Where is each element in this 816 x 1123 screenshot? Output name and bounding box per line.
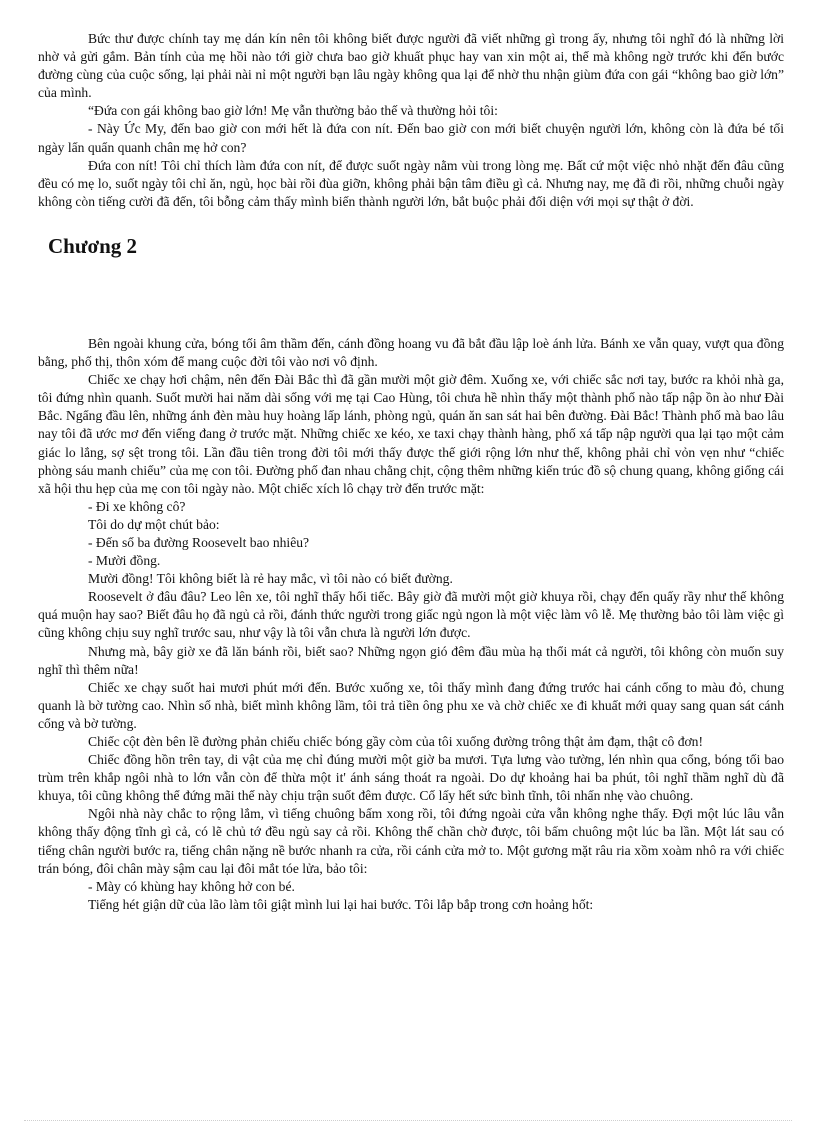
chapter-heading: Chương 2 — [48, 233, 138, 258]
paragraph: Chiếc xe chạy suốt hai mươi phút mới đến. Bước xuống xe, tôi thấy mình đang đứng trước hai cánh cổng to màu đỏ, chung quanh là bờ tường cao. Nhìn số nhà, biết mình không lầm, tôi trả tiền ông phu xe và chờ chiếc xe đi khuất mới quay sang quan sát cánh cổng và bờ tường. — [38, 679, 784, 731]
dialogue-line: - Này Ức My, đến bao giờ con mới hết là đứa con nít. Đến bao giờ con mới biết chuyện người lớn, không còn là đứa bé tối ngày lẩn quẩn quanh chân mẹ hở con? — [38, 121, 784, 155]
paragraph: Chiếc đồng hồn trên tay, di vật của mẹ chỉ đúng mười một giờ ba mươi. Tựa lưng vào tường, lén nhìn qua cổng, bóng tối bao trùm trên khắp ngôi nhà to lớn vẫn còn để thừa một it' ánh sáng thoát ra ngoài. Do dự khoảng hai ba phút, tôi nghĩ thầm nghĩ dù đã khuya, tôi cũng không thể đứng mãi thế này chịu trận suốt đêm được. Cố lấy hết sức bình tĩnh, tôi nhấn nhẹ vào chuông. — [38, 752, 784, 804]
dialogue-line: - Đi xe không cô? — [88, 498, 186, 514]
document-page — [38, 30, 784, 914]
paragraph: Bên ngoài khung cửa, bóng tối âm thầm đến, cánh đồng hoang vu đã bắt đầu lập loè ánh lửa. Bánh xe vẫn quay, vượt qua đồng bằng, phố thị, thôn xóm để mang cuộc đời tôi vào nơi vô định. — [38, 335, 784, 370]
dialogue-line: - Mười đồng. — [88, 553, 161, 569]
paragraph: Mười đồng! Tôi không biết là rẻ hay mắc, vì tôi nào có biết đường. — [88, 571, 453, 587]
paragraph: Roosevelt ở đâu đâu? Leo lên xe, tôi nghĩ thấy hối tiếc. Bây giờ đã mười một giờ khuya rồi, chạy đến quấy rầy như thế không quá muộn hay sao? Biết đâu họ đã ngủ cả rồi, đánh thức người trong giấc ngủ ngon là một việc làm vô lễ. Mẹ thường bảo tôi làm việc gì cũng không chịu suy nghĩ trước sau, như vậy là tôi vẫn chưa là người lớn được. — [38, 589, 784, 641]
paragraph: Nhưng mà, bây giờ xe đã lăn bánh rồi, biết sao? Những ngọn gió đêm đầu mùa hạ thổi mát cả người, tôi không còn muốn suy nghĩ thì thêm nữa! — [38, 643, 784, 677]
page-bottom-divider — [24, 1120, 792, 1121]
paragraph: Chiếc xe chạy hơi chậm, nên đến Đài Bắc thì đã gần mười một giờ đêm. Xuống xe, với chiếc sắc nơi tay, bước ra khỏi nhà ga, tôi đứng nhìn quanh. Suốt mười hai năm dài sống với mẹ tại Cao Hùng, tôi chưa hề nhìn thấy một thành phố nào tấp nập ồn ào như Đài Bắc. Ngẩng đầu lên, những ánh đèn màu huy hoàng lấp lánh, phòng ngủ, quán ăn san sát hai bên đường. Đài Bắc! Thành phố mà bao lâu nay tôi đã ước mơ đến viếng đang ở trước mặt. Những chiếc xe kéo, xe taxi chạy thành hàng, phố xá tấp nập người qua lại tạo một cảm giác lo lắng, sợ sệt trong tôi. Lần đầu tiên trong đời tôi mới thấy được thế giới rộng lớn như thế, không phải chỉ vỏn vẹn như “chiếc phòng sáu manh chiếu” của mẹ con tôi. Đường phố đan nhau chằng chịt, cộng thêm những kiến trúc đồ sộ chung quang, không giống cái xã hội thu hẹp của mẹ con tôi ngày nào. Một chiếc xích lô chạy trờ đến trước mặt: — [38, 372, 784, 496]
section-chapter-2 — [38, 335, 784, 914]
dialogue-line: - Đến số ba đường Roosevelt bao nhiêu? — [88, 534, 310, 550]
paragraph: “Đứa con gái không bao giờ lớn! Mẹ vẫn thường bảo thế và thường hỏi tôi: — [88, 103, 498, 119]
paragraph: Đứa con nít! Tôi chỉ thích làm đứa con nít, để được suốt ngày nằm vùi trong lòng mẹ. Bất cứ một việc nhỏ nhặt đến đâu cũng đều có mẹ lo, suốt ngày tôi chỉ ăn, ngủ, học bài rồi đùa giỡn, không phải bận tâm điều gì cả. Nhưng nay, mẹ đã đi rồi, những chuỗi ngày không còn tiếng cười đã đến, tôi bỗng cảm thấy mình biến thành người lớn, bắt buộc phải đối diện với mọi sự thật ở đời. — [38, 157, 784, 209]
paragraph: Bức thư được chính tay mẹ dán kín nên tôi không biết được người đã viết những gì trong ấy, nhưng tôi nghĩ đó là những lời nhờ vả gửi gắm. Bản tính của mẹ hồi nào tới giờ chưa bao giờ khuất phục hay van xin một ai, thế mà không ngờ trước khi đến bước đường cùng của cuộc sống, lại phải nài nỉ một người bạn lâu ngày không qua lại để nhờ thu nhận giùm đứa con gái “không bao giờ lớn” của mình. — [38, 31, 784, 101]
paragraph: Tiếng hét giận dữ của lão làm tôi giật mình lui lại hai bước. Tôi lắp bắp trong cơn hoảng hốt: — [88, 896, 594, 912]
dialogue-line: - Mày có khùng hay không hở con bé. — [88, 878, 295, 894]
paragraph: Ngôi nhà này chắc to rộng lắm, vì tiếng chuông bấm xong rồi, tôi đứng ngoài cửa vẫn không nghe thấy. Đợi một lúc lâu vẫn không thấy động tĩnh gì cả, có lẽ chủ tớ đều ngủ say cả rồi. Không thể chần chờ được, tôi bấm chuông một lúc ba lần. Một lát sau có tiếng chân người bước ra, tiếng chân nặng nề bước nhanh ra cửa, rồi cánh cửa mở to. Một gương mặt râu ria xồm xoàm nhô ra với chiếc trán bóng, đôi chân mày sậm cau lại đôi mắt tóe lửa, bảo tôi: — [38, 806, 784, 876]
paragraph: Tôi do dự một chút bảo: — [88, 516, 220, 532]
paragraph: Chiếc cột đèn bên lề đường phản chiếu chiếc bóng gầy còm của tôi xuống đường trông thật ảm đạm, thật cô đơn! — [88, 734, 704, 749]
section-ending-chapter-1 — [38, 30, 784, 211]
